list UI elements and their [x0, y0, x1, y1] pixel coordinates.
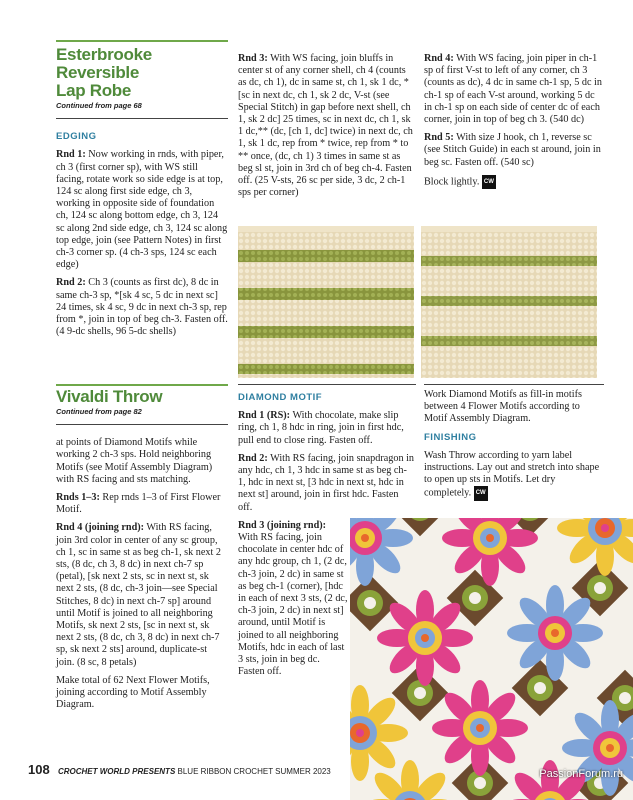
esterbrooke-title-line2: Lap Robe: [56, 81, 132, 100]
throw-photo: [350, 518, 633, 800]
page-footer: [28, 762, 331, 777]
magazine-name: CROCHET WORLD PRESENTS: [57, 767, 176, 776]
diamond-top-rule: [238, 384, 416, 385]
right-top-rule: [424, 384, 604, 385]
swatch-left-graphic: [238, 226, 414, 378]
esterbrooke-continued: Continued from page 68: [56, 101, 142, 110]
esterbrooke-right-column: [424, 53, 604, 195]
vivaldi-top-rule: [56, 384, 228, 386]
vivaldi-intro: at points of Diamond Motifs while working 2 ch-3 sps. Hold neighboring Motifs (see Motif Assembly Diagram) with RS facing and sts matching.: [56, 437, 213, 485]
esterbrooke-middle-column: [238, 53, 416, 205]
page-number: 108: [28, 762, 50, 777]
work-diamond-motifs: Work Diamond Motifs as fill-in motifs between 4 Flower Motifs according to Motif Assembly Diagram.: [424, 389, 582, 425]
esterbrooke-rnd1: Rnd 1: Now working in rnds, with piper, ch 3 (first corner sp), with WS still facing, rotate work so side edge is at top, 124 sc along first side edge, ch 3, working in opposite side of foundation ch, 124 sc along bottom edge, ch 3, 124 sc along 2nd side edge, ch 3, 124 sc along top edge, join (see Pattern Notes) in first ch-3 corner sp. (4 ch-3 sps, 124 sc each edge): [56, 149, 228, 271]
diamond-rnd2: Rnd 2: With RS facing, join snapdragon in any hdc, ch 1, 3 hdc in same st as beg ch-1, hdc in next st, [3 hdc in next st, hdc in next st] around, join in first hdc. Fasten off.: [238, 452, 415, 513]
vivaldi-continued: Continued from page 82: [56, 407, 142, 416]
vivaldi-divider: [56, 424, 228, 425]
esterbrooke-rnd5: Rnd 5: With size J hook, ch 1, reverse sc (see Stitch Guide) in each st around, join in beg sc. Fasten off. (540 sc): [424, 132, 601, 168]
esterbrooke-rnd2: Rnd 2: Ch 3 (counts as first dc), 8 dc in same ch-3 sp, *[sk 4 sc, 5 dc in next sc] 24 times, sk 4 sc, 9 dc in next ch-3 sp, rep from *, join in top of beg ch-3. Fasten off. (4 9-dc shells, 96 5-dc shells): [56, 277, 228, 338]
edging-heading: EDGING: [56, 131, 97, 143]
vivaldi-rnds1-3: Rnds 1–3: Rep rnds 1–3 of First Flower Motif.: [56, 492, 221, 516]
esterbrooke-rnd4: Rnd 4: With WS facing, join piper in ch-1 sp of first V-st to left of any corner, ch 3 (counts as dc), 4 dc in same ch-1 sp, 5 dc in ch-1 sp of each V-st around, working 5 dc in ch-1 sp on each side of center dc of each corner, join in top of beg ch 3. (540 dc): [424, 53, 602, 126]
swatch-photo-right: [421, 226, 597, 378]
esterbrooke-rnd3: Rnd 3: With WS facing, join bluffs in center st of any corner shell, ch 4 (counts as dc, ch 1), dc in same st, ch 1, sk 1 dc, *[sc in next dc, ch 1, sk 2 dc, V-st (see Special Stitch) in gap before next shell, ch 1, sk 2 dc] 25 times, sc in next dc, ch 1, sk 1 dc,** (dc, [ch 1, dc] twice) in next dc, ch 1, sk 1 dc, rep from * twice, rep from * to ** once, (dc, ch 1) 3 times in same st as beg sl st, join in 3rd ch of beg ch-4. Fasten off. (25 V-sts, 26 sc per side, 3 dc, 2 ch-1 sps per corner): [238, 53, 413, 199]
esterbrooke-title-line1: Esterbrooke Reversible: [56, 45, 152, 82]
cw-logo: CW: [482, 175, 496, 189]
diamond-rnd1: Rnd 1 (RS): With chocolate, make slip ring, ch 1, 8 hdc in ring, join in first hdc, pull end to close ring. Fasten off.: [238, 410, 404, 446]
vivaldi-left-column: [56, 388, 228, 717]
finishing-text: Wash Throw according to yarn label instructions. Lay out and stretch into shape to open up sts in Motifs. Let dry completely. CW: [424, 449, 600, 499]
issue-name: BLUE RIBBON CROCHET SUMMER 2023: [177, 767, 331, 776]
diamond-rnd3: Rnd 3 (joining rnd): With RS facing, join chocolate in center hdc of any hdc group, ch 1, (2 dc, ch-3 join, 2 dc) in same st as beg ch-1 (corner), [hdc in each of next 3 sts, (2 dc, ch-3 join, 2 dc) in next st] around, until Motif is joined to all neighboring Motifs, hdc in each of last 3 sts, join in beg dc. Fasten off.: [238, 519, 348, 678]
cw-logo-2: CW: [474, 486, 488, 500]
vivaldi-title: Vivaldi Throw: [56, 387, 163, 406]
diamond-motif-heading: DIAMOND MOTIF: [238, 392, 323, 403]
finishing-heading: FINISHING: [424, 431, 477, 443]
esterbrooke-divider: [56, 118, 228, 119]
swatch-right-graphic: [421, 226, 597, 378]
throw-photo-graphic: [350, 518, 633, 800]
vivaldi-rnd4: Rnd 4 (joining rnd): With RS facing, join 3rd color in center of any sc group, ch 1, sc in same st as beg ch-1, sk next 2 sts, (8 dc, ch 3, 8 dc) in next ch-7 sp (petal), [sk next 2 sts, sc in next st, sk next 2 sts, (8 dc, ch-3 join—see Special Stitches, 8 dc) in next ch-7 sp] around until Motif is joined to all neighboring Motifs, sk next 2 sts, [sc in next st, sk next 2 sts, (8 dc, ch 3, 8 dc) in next ch-7 sp, sk next 2 sts] around, duplicate-st join. (8 sc, 8 petals): [56, 522, 221, 668]
esterbrooke-top-rule: [56, 40, 228, 42]
swatch-photo-left: [238, 226, 414, 378]
vivaldi-right-column: [424, 389, 604, 507]
esterbrooke-block: Block lightly. CW: [424, 176, 494, 188]
watermark: PassionForum.ru: [539, 768, 623, 780]
esterbrooke-title: [56, 46, 228, 100]
esterbrooke-left-column: [56, 46, 228, 344]
vivaldi-make-total: Make total of 62 Next Flower Motifs, joining according to Motif Assembly Diagram.: [56, 674, 210, 711]
